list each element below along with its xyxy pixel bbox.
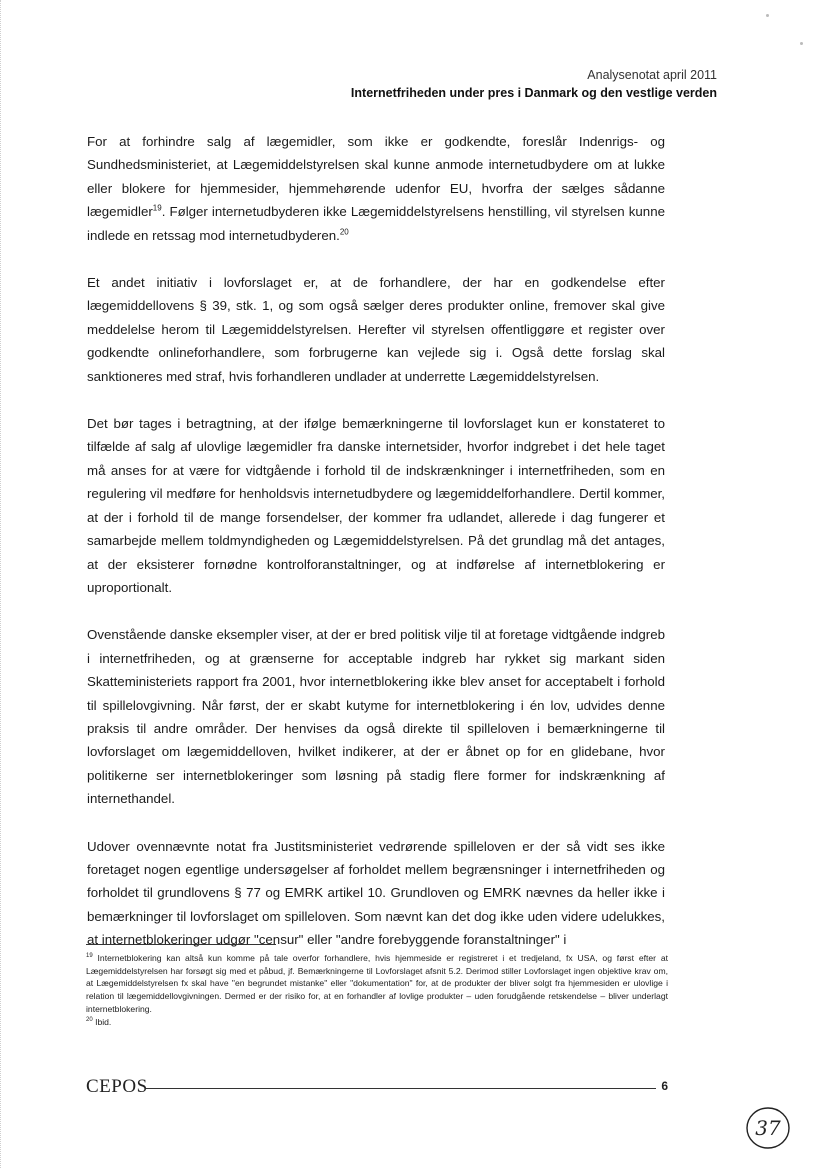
footnote-19 <box>86 952 668 1016</box>
footnote-ref-20: 20 <box>339 227 349 237</box>
footnote-text: Internetblokering kan altså kun komme på tale overfor forhandlere, hvis hjemmeside er registreret i et tredjeland, fx USA, og først efter at Lægemiddelstyrelsen har forsøgt sig med et påbud, jf. Bemærkningerne til Lovforslaget afsnit 5.2. Derimod stiller Lovforslaget ingen objektive krav om, at Lægemiddelstyrelsen fx skal have "en begrundet mistanke" eller "dokumentation" for, at de produkter der bliver solgt fra hjemmesiden er ulovlige i relation til lægemiddellovgivningen. Dermed er der risiko for, at en forhandler af lovlige produkter – uden forudgående retskendelse – bliver underlagt internetblokering. <box>86 953 669 1014</box>
page-footer <box>86 1076 668 1098</box>
header-subtitle: Analysenotat april 2011 <box>587 68 717 82</box>
paragraph-4: Ovenstående danske eksempler viser, at der er bred politisk vilje til at foretage vidtgående indgreb i internetfriheden, og at grænserne for acceptable indgreb har rykket sig markant siden Skatteministeriets rapport fra 2001, hvor internetblokering ikke blev anset for acceptabelt i forhold til spillelovgivning. Når først, der er skabt kutyme for internetblokering i én lov, udvides denne praksis til andre områder. Der henvises da også direkte til spilleloven i bemærkningerne til lovforslaget om lægemiddelloven, hvilket indikerer, at der er åbnet op for en glidebane, hvor politikerne ser internetblokeringer som løsning på stadig flere former for indskrænkning af internethandel. <box>87 627 665 807</box>
footnote-number: 20 <box>86 1016 93 1023</box>
body-text <box>87 130 665 976</box>
footnote-ref-19: 19 <box>152 203 162 213</box>
header-title: Internetfriheden under pres i Danmark og den vestlige verden <box>350 86 717 100</box>
footnotes <box>86 952 668 1028</box>
stamp-number: 37 <box>755 1116 781 1140</box>
cepos-logo: CEPOS <box>86 1076 148 1097</box>
paragraph-1 <box>87 130 665 247</box>
scan-edge-mark <box>0 0 3 1168</box>
footnote-20 <box>86 1016 668 1029</box>
handwritten-page-stamp <box>744 1104 792 1152</box>
paragraph-1-text-b: . Følger internetudbyderen ikke Lægemiddelstyrelsens henstilling, vil styrelsen kunne indlede en retssag mod internetudbyderen. <box>87 204 665 243</box>
paragraph-3: Det bør tages i betragtning, at der ifølge bemærkningerne til lovforslaget kun er konstateret to tilfælde af salg af ulovlige lægemidler fra danske internetsider, hvorfor indgrebet i det hele taget må anses for at være for vidtgående i forhold til de indskrænkninger i internetfriheden, som en regulering vil medføre for henholdsvis internetudbydere og lægemiddelforhandlere. Dertil kommer, at der i forhold til de mange forsendelser, der kommer fra udlandet, allerede i dag fungerer et samarbejde mellem toldmyndigheden og Lægemiddelstyrelsen. På det grundlag må det antages, at der eksisterer fornødne kontrolforanstaltninger, og at indførelse af internetblokering er uproportionalt. <box>87 416 665 595</box>
footer-rule <box>146 1088 656 1089</box>
scan-speck <box>766 14 769 17</box>
page-header <box>351 66 717 102</box>
paragraph-2: Et andet initiativ i lovforslaget er, at de forhandlere, der har en godkendelse efter lægemiddellovens § 39, stk. 1, og som også sælger deres produkter online, fremover skal give meddelelse herom til Lægemiddelstyrelsen. Herefter vil styrelsen offentliggøre et register over godkendte onlineforhandlere, som forbrugerne kan vejlede sig i. Også dette forslag skal sanktioneres med straf, hvis forhandleren undlader at underrette Lægemiddelstyrelsen. <box>87 275 665 384</box>
paragraph-5: Udover ovennævnte notat fra Justitsministeriet vedrørende spilleloven er der så vidt ses ikke foretaget nogen egentlige undersøgelser af forholdet mellem begrænsninger i internetfriheden og forholdet til grundlovens § 77 og EMRK artikel 10. Grundloven og EMRK nævnes da heller ikke i bemærkninger til lovforslaget om spilleloven. Som nævnt kan det dog ikke uden videre udelukkes, at internetblokeringer udgør "censur" eller "andre forebyggende foranstaltninger" i <box>87 838 665 948</box>
footnote-text: Ibid. <box>95 1016 112 1027</box>
paragraph-1-text-a: For at forhindre salg af lægemidler, som ikke er godkendte, foreslår Indenrigs- og Sundhedsministeriet, at Lægemiddelstyrelsen skal kunne anmode internetudbydere om at lukke eller blokere for hjemmesider, hjemmehørende udenfor EU, hvorfra der sælges sådanne lægemidler <box>87 134 665 220</box>
scan-speck <box>800 42 803 45</box>
footnote-number: 19 <box>86 953 93 960</box>
page-number: 6 <box>661 1079 668 1093</box>
footnote-separator <box>86 944 276 945</box>
